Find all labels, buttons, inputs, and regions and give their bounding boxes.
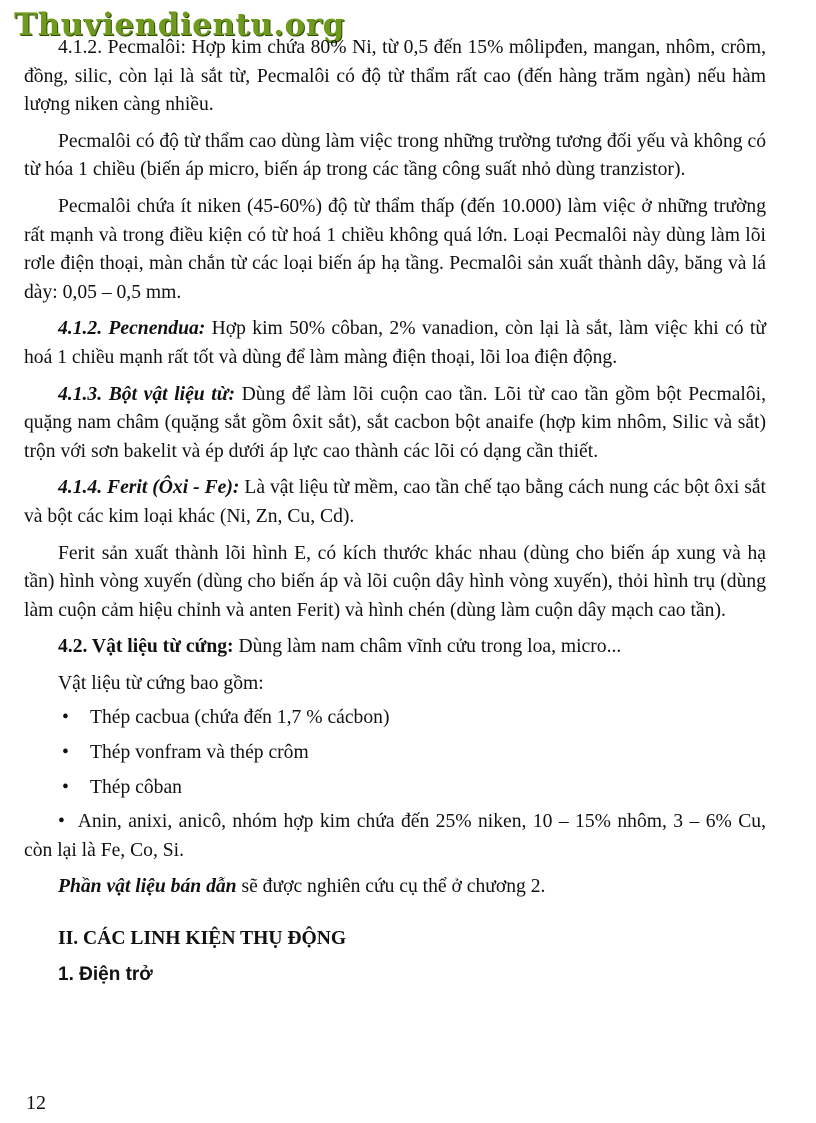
list-item: [24, 808, 766, 865]
watermark-logo: Thuviendientu.org: [14, 7, 345, 43]
paragraph-ban-dan: [24, 873, 766, 902]
paragraph-bot-vat-lieu-tu: [24, 381, 766, 467]
bullet-icon: •: [62, 776, 69, 798]
paragraph-pecmaloi-high: Pecmalôi có độ từ thẩm cao dùng làm việc trong những trường tương đối yếu và không có từ hóa 1 chiều (biến áp micro, biến áp trong các tầng công suất nhỏ dùng tranzistor).: [24, 130, 766, 181]
heading-bot-vat-lieu-tu: 4.1.3. Bột vật liệu từ:: [58, 383, 236, 405]
section-title: II. CÁC LINH KIỆN THỤ ĐỘNG: [58, 928, 347, 950]
list-item-text: Thép vonfram và thép crôm: [90, 742, 309, 764]
list-item: [24, 739, 766, 768]
paragraph-ferit: [24, 474, 766, 531]
paragraph-pecmaloi-intro: 4.1.2. Pecmalôi: Hợp kim chứa 80% Ni, từ 0,5 đến 15% môlipđen, mangan, nhôm, crôm, đồng, silic, còn lại là sắt từ, Pecmalôi có độ từ thẩm rất cao (đến hàng trăm ngàn) nếu hàm lượng niken càng nhiều.: [24, 37, 766, 116]
page-number: 12: [26, 1092, 46, 1114]
subsection-title: 1. Điện trở: [58, 964, 153, 986]
bullet-icon: •: [62, 742, 69, 764]
list-item: [24, 704, 766, 733]
bullet-icon: •: [58, 811, 65, 833]
bullet-icon: •: [62, 707, 69, 729]
text-pecnendua: Hợp kim 50% côban, 2% vanadion, còn lại là sắt, làm việc khi có từ hoá 1 chiều mạnh rất tốt và dùng để làm màng điện thoại, lõi loa điện động.: [24, 318, 766, 368]
heading-vat-lieu-tu-cung: 4.2. Vật liệu từ cứng:: [58, 636, 234, 658]
list-item-text: Anin, anixi, anicô, nhóm hợp kim chứa đến 25% niken, 10 – 15% nhôm, 3 – 6% Cu, còn lại là Fe, Co, Si.: [24, 811, 767, 861]
text-ferit: Là vật liệu từ mềm, cao tần chế tạo bằng cách nung các bột ôxi sắt và bột các kim loại khác (Ni, Zn, Cu, Cd).: [24, 477, 766, 527]
text-ban-dan: sẽ được nghiên cứu cụ thể ở chương 2.: [236, 876, 546, 898]
paragraph-vat-lieu-tu-cung: [24, 633, 766, 662]
heading-pecnendua: 4.1.2. Pecnendua:: [58, 318, 206, 340]
list-item-text: Thép cacbua (chứa đến 1,7 % cácbon): [90, 707, 390, 729]
page-content: [24, 34, 766, 986]
paragraph-pecnendua: [24, 315, 766, 372]
heading-ferit: 4.1.4. Ferit (Ôxi - Fe):: [58, 477, 240, 499]
heading-ban-dan: Phần vật liệu bán dẫn: [58, 876, 237, 898]
text-vat-lieu-tu-cung: Dùng làm nam châm vĩnh cửu trong loa, micro...: [233, 636, 622, 658]
paragraph-bao-gom: Vật liệu từ cứng bao gồm:: [58, 672, 264, 694]
text-bot-vat-lieu-tu: Dùng để làm lõi cuộn cao tần. Lõi từ cao tần gồm bột Pecmalôi, quặng nam châm (quặng sắt gồm ôxit sắt), sắt cacbon bột anaife (hợp kim nhôm, Silic và sắt) trộn với sơn bakelit và ép dưới áp lực cao thành các lõi có dạng cần thiết.: [24, 383, 767, 462]
list-item: [24, 774, 766, 803]
paragraph-pecmaloi-low: Pecmalôi chứa ít niken (45-60%) độ từ thẩm thấp (đến 10.000) làm việc ở những trường rất mạnh và trong điều kiện có từ hoá 1 chiều không quá lớn. Loại Pecmalôi này dùng làm lõi rơle điện thoại, màn chắn từ các loại biến áp hạ tầng. Pecmalôi sản xuất thành dây, băng và lá dày: 0,05 – 0,5 mm.: [24, 195, 766, 303]
paragraph-ferit-shapes: Ferit sản xuất thành lõi hình E, có kích thước khác nhau (dùng cho biến áp xung và hạ tần) hình vòng xuyến (dùng cho biến áp và lõi cuộn dây hình vòng xuyến), thỏi hình trụ (dùng làm cuộn cảm hiệu chỉnh và anten Ferit) và hình chén (dùng làm cuộn dây mạch cao tần).: [24, 542, 766, 621]
list-item-text: Thép côban: [90, 776, 182, 798]
